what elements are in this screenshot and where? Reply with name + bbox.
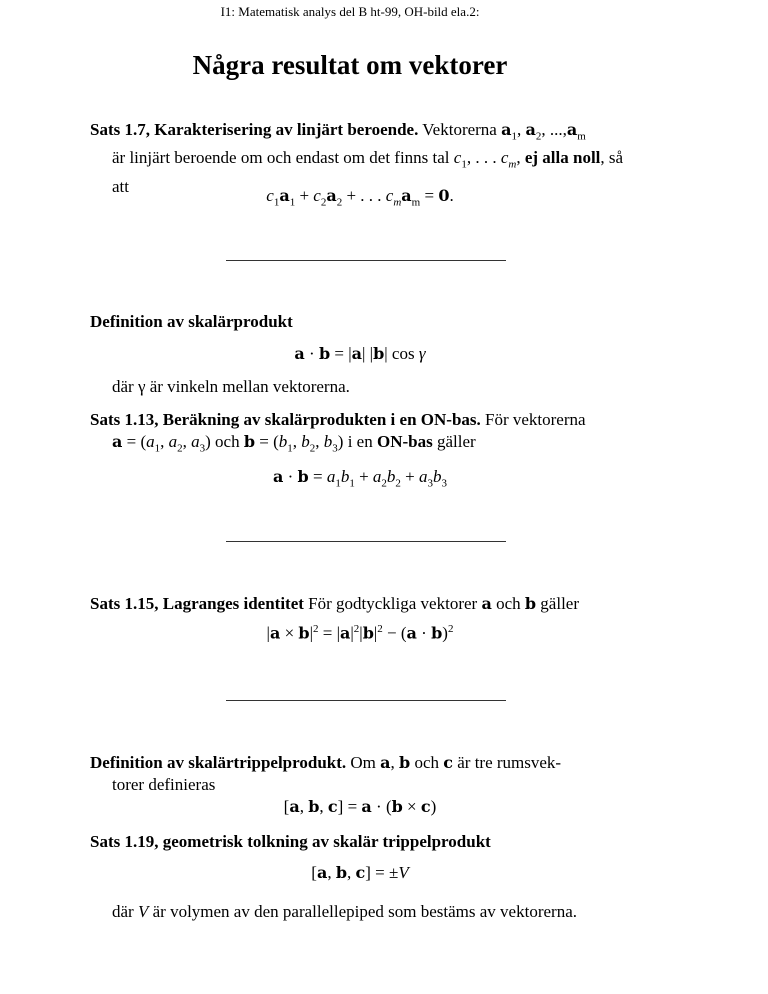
- equation-volume: [a, b, c] = ±V: [311, 863, 409, 882]
- theorem-1-19-where: där V är volymen av den parallellepiped som bestäms av vektorerna.: [112, 902, 577, 921]
- definition-triple-product-text2: och: [414, 753, 439, 772]
- page-header: I1: Matematisk analys del B ht-99, OH-bild ela.2:: [220, 4, 480, 19]
- page-title: Några resultat om vektorer: [192, 50, 508, 80]
- divider: [226, 700, 506, 701]
- theorem-1-13-i-en: i en: [347, 432, 373, 451]
- definition-triple-product-label: Definition av skalärtrippelprodukt.: [90, 753, 347, 772]
- theorem-1-7-emph: ej alla noll: [524, 148, 601, 168]
- theorem-1-19-label: Sats 1.19, geometrisk tolkning av skalär trippelprodukt: [90, 832, 491, 851]
- theorem-1-15-text: För godtyckliga vektorer: [308, 594, 478, 613]
- equation-triple-product: [a, b, c] = a · (b × c): [283, 797, 437, 816]
- equation-dot-product: a · b = |a| |b| cos γ: [294, 344, 426, 363]
- theorem-1-13-text1: För vektorerna: [485, 410, 586, 429]
- definition-triple-product-text3: är tre rumsvek-: [457, 753, 562, 772]
- definition-triple-product-text1: Om: [350, 753, 376, 772]
- theorem-1-7-text2: är linjärt beroende om och endast om det finns tal: [112, 148, 450, 168]
- divider: [226, 260, 506, 261]
- vector-a-components: $a = (a_1$, $a_2$, $a_3$): [112, 432, 211, 455]
- theorem-1-7-label: Sats 1.7, Karakterisering av linjärt beroende.: [90, 120, 419, 139]
- equation-linear-dependence: $c_1a_1 + c_2a_2$ + . . . $c_ma_m = 0$.: [266, 186, 454, 209]
- theorem-1-13-och: och: [215, 432, 240, 451]
- theorem-1-13: [90, 409, 630, 459]
- equation-dot-product-components: $a \cdot b = a_1b_1 + a_2b_2 + a_3b_3$: [272, 467, 447, 490]
- definition-triple-product-text4: torer definieras: [112, 775, 216, 794]
- theorem-1-13-onbas: ON-bas: [376, 432, 433, 451]
- theorem-1-7-text3: , så att: [112, 148, 624, 196]
- definition-dot-product-label: Definition av skalärprodukt: [90, 312, 293, 331]
- definition-dot-product: [90, 311, 630, 333]
- theorem-1-15-label: Sats 1.15, Lagranges identitet: [90, 594, 304, 613]
- vector-b-components: $b = (b_1$, $b_2$, $b_3$): [243, 432, 344, 455]
- divider: [226, 541, 506, 542]
- theorem-1-19: [90, 831, 630, 853]
- theorem-1-13-galler: gäller: [436, 432, 476, 451]
- theorem-1-19-where-post: är volymen av den parallellepiped som bestäms av vektorerna.: [152, 902, 577, 921]
- theorem-1-15-och: och: [496, 594, 521, 613]
- scalar-list: $c_1$, . . . $c_m$,: [453, 148, 521, 171]
- theorem-1-19-where-pre: där: [112, 902, 134, 921]
- definition-triple-product: Definition av skalärtrippelprodukt. Om a, b och c är tre rumsvek- torer definieras: [90, 752, 630, 796]
- theorem-1-7-text1: Vektorerna: [422, 120, 497, 139]
- vector-list: $a_1$, $a_2$, $...,a_m$: [501, 120, 586, 143]
- theorem-1-15-galler: gäller: [540, 594, 579, 613]
- definition-dot-product-where: där γ är vinkeln mellan vektorerna.: [112, 377, 350, 396]
- theorem-1-15: Sats 1.15, Lagranges identitet För godtyckliga vektorer a och b gäller: [90, 594, 579, 613]
- equation-lagrange: $|a \times b|^2 = |a|^2|b|^2 - (a \cdot b)^2$: [266, 623, 454, 643]
- theorem-1-13-label: Sats 1.13, Beräkning av skalärprodukten i en ON-bas.: [90, 410, 481, 429]
